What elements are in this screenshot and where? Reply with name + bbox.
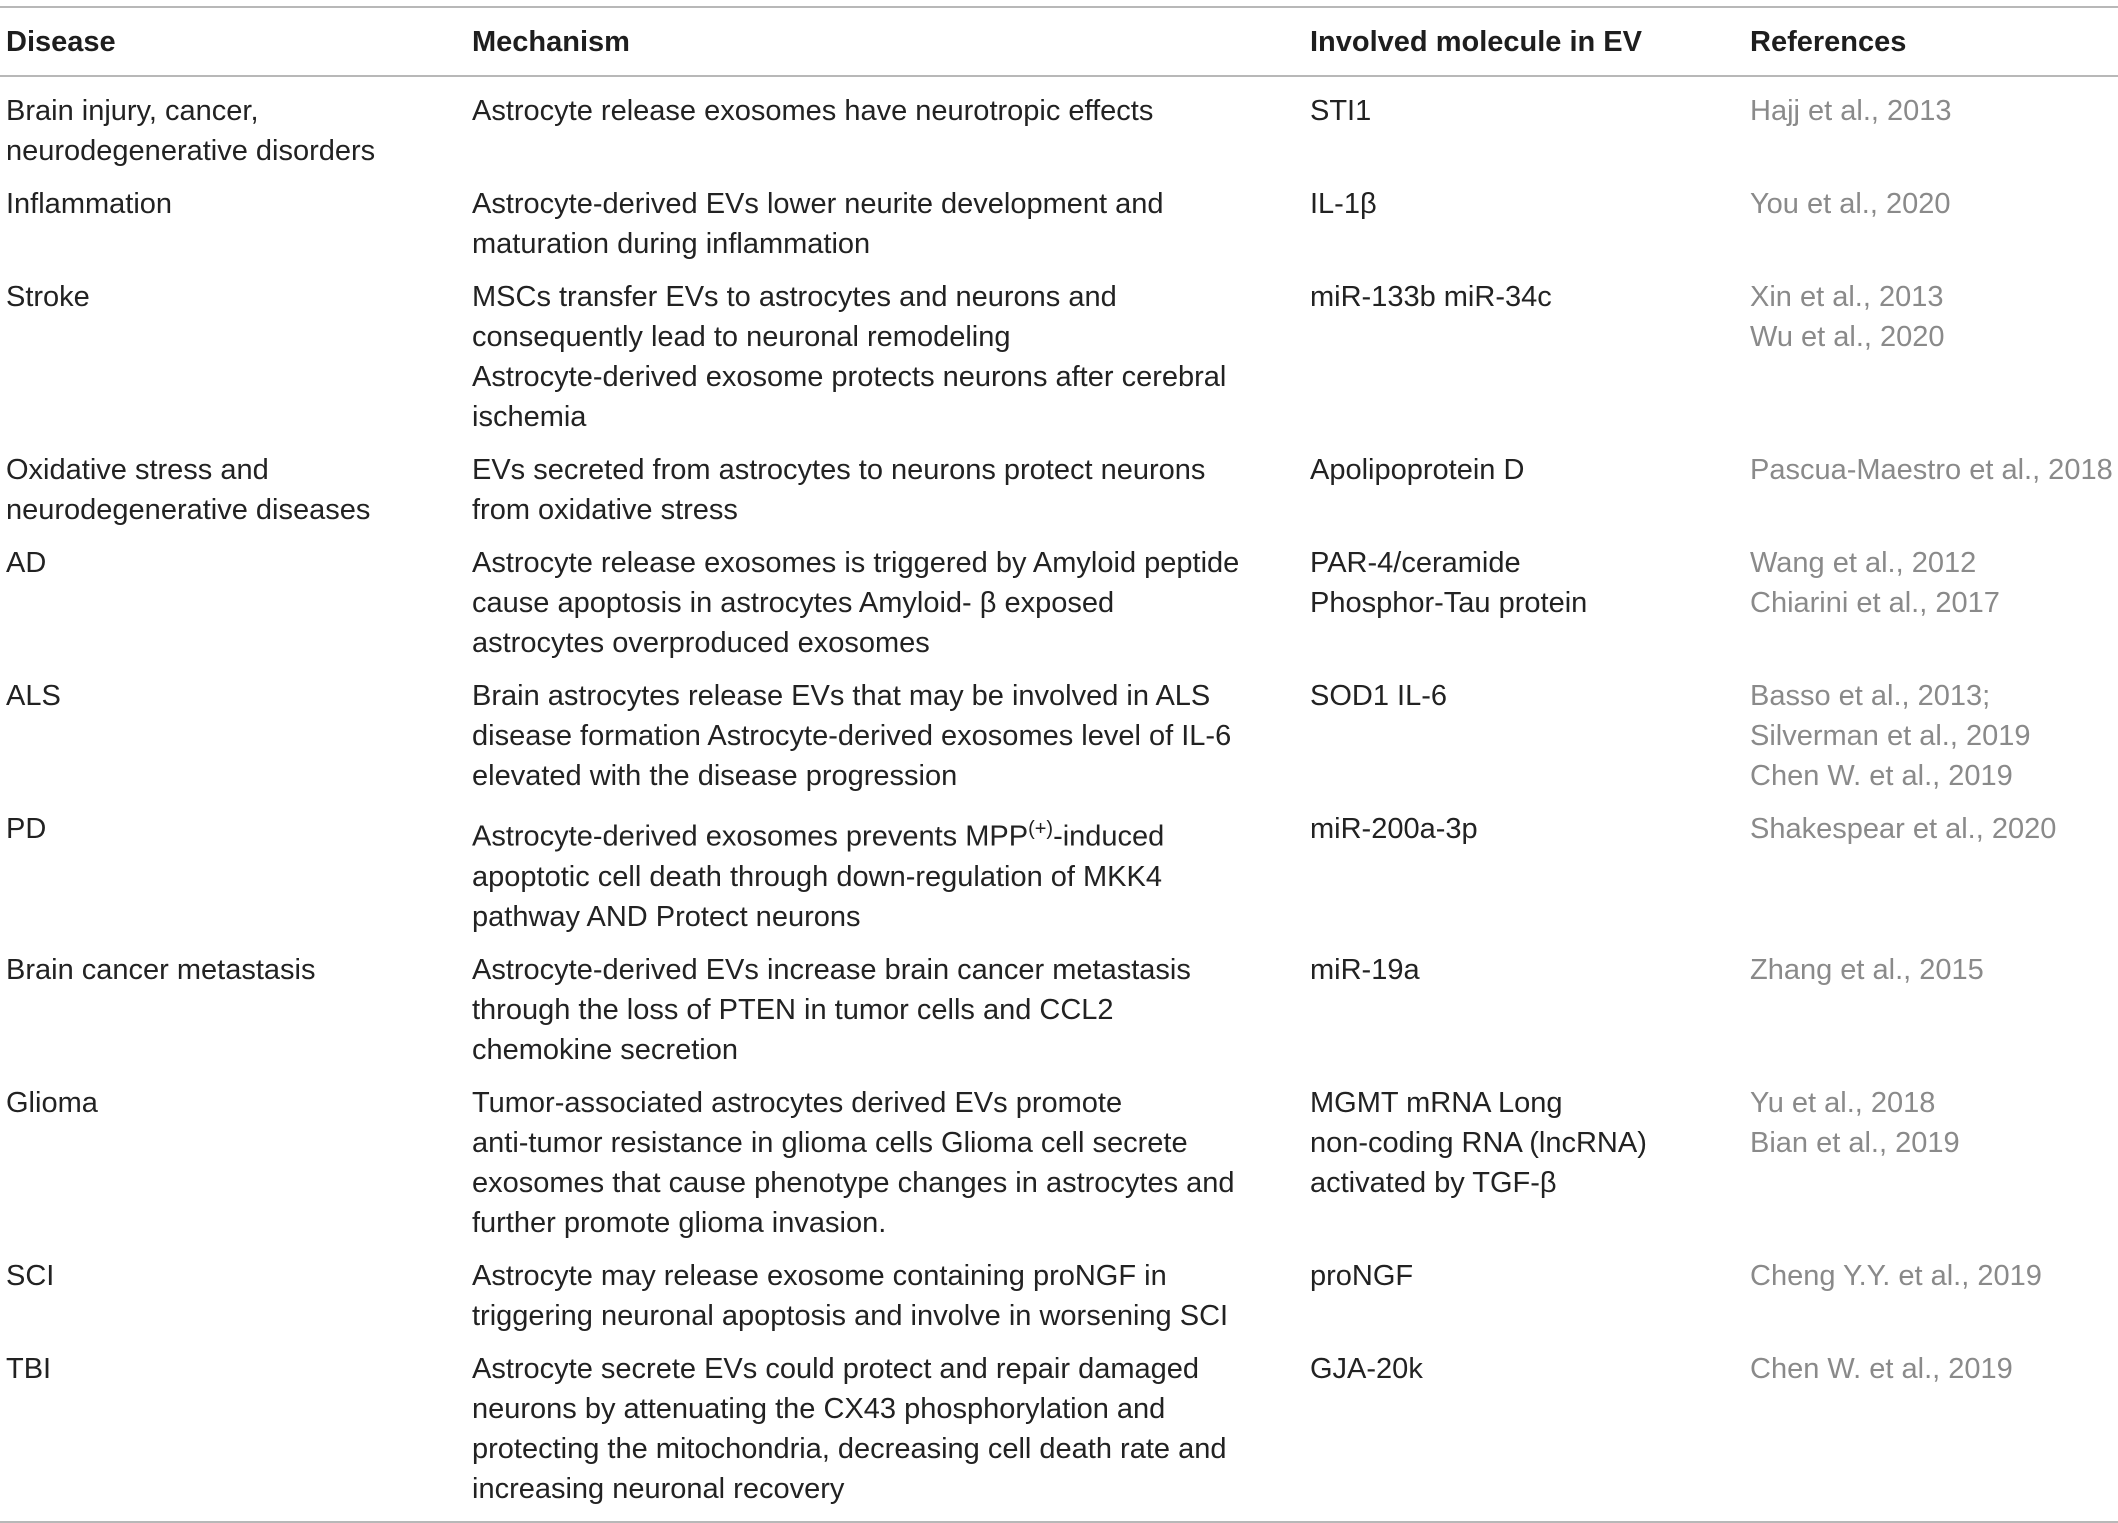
references-line: Bian et al., 2019 — [1750, 1126, 1960, 1159]
disease-mechanism-table — [0, 6, 2118, 1523]
mechanism-line: disease formation Astrocyte-derived exosomes level of IL-6 — [472, 720, 1232, 752]
molecule-line: non-coding RNA (lncRNA) — [1310, 1126, 1647, 1159]
mechanism-line: MSCs transfer EVs to astrocytes and neurons and — [472, 281, 1117, 313]
mechanism-line: exosomes that cause phenotype changes in astrocytes and — [472, 1166, 1235, 1199]
disease-line: SCI — [6, 1259, 55, 1292]
mechanism-line: consequently lead to neuronal remodeling — [472, 321, 1011, 353]
mechanism-line: triggering neuronal apoptosis and involve in worsening SCI — [472, 1299, 1229, 1332]
mechanism-line: Astrocyte release exosomes is triggered by Amyloid peptide — [472, 547, 1240, 579]
references-line: Shakespear et al., 2020 — [1750, 813, 2057, 845]
cell-mechanism — [466, 669, 1304, 802]
cell-involved-molecule — [1304, 1342, 1744, 1522]
mechanism-line: Astrocyte may release exosome containing proNGF in — [472, 1259, 1167, 1292]
references-line: Wang et al., 2012 — [1750, 547, 1977, 579]
table-row — [0, 802, 2118, 943]
molecule-line: SOD1 IL-6 — [1310, 680, 1447, 712]
mechanism-line: astrocytes overproduced exosomes — [472, 627, 930, 659]
mechanism-line: further promote glioma invasion. — [472, 1206, 887, 1239]
disease-line: neurodegenerative disorders — [6, 135, 376, 167]
cell-references — [1744, 270, 2118, 443]
table-row — [0, 669, 2118, 802]
cell-mechanism — [466, 536, 1304, 669]
cell-involved-molecule — [1304, 76, 1744, 177]
disease-line: Oxidative stress and — [6, 454, 269, 486]
references-line: Xin et al., 2013 — [1750, 281, 1944, 313]
mechanism-line: chemokine secretion — [472, 1033, 738, 1066]
cell-disease — [0, 270, 466, 443]
mechanism-line: ischemia — [472, 401, 587, 433]
molecule-line: Phosphor-Tau protein — [1310, 587, 1588, 619]
cell-involved-molecule — [1304, 270, 1744, 443]
table-body — [0, 76, 2118, 1522]
table-row — [0, 76, 2118, 177]
molecule-line: MGMT mRNA Long — [1310, 1086, 1563, 1119]
molecule-line: Apolipoprotein D — [1310, 454, 1525, 486]
cell-references — [1744, 443, 2118, 536]
mechanism-line: EVs secreted from astrocytes to neurons protect neurons — [472, 454, 1206, 486]
cell-disease — [0, 536, 466, 669]
mechanism-line: increasing neuronal recovery — [472, 1472, 845, 1505]
table-row — [0, 1076, 2118, 1249]
header-involved-molecule: Involved molecule in EV — [1310, 26, 1642, 58]
cell-disease — [0, 443, 466, 536]
disease-line: Brain injury, cancer, — [6, 95, 259, 127]
mechanism-line: maturation during inflammation — [472, 228, 871, 260]
cell-disease — [0, 177, 466, 270]
cell-mechanism — [466, 270, 1304, 443]
cell-involved-molecule — [1304, 536, 1744, 669]
cell-references — [1744, 1342, 2118, 1522]
mechanism-line — [472, 809, 1304, 857]
mechanism-line: elevated with the disease progression — [472, 760, 958, 792]
mechanism-line: through the loss of PTEN in tumor cells and CCL2 — [472, 993, 1114, 1026]
molecule-line: proNGF — [1310, 1259, 1414, 1292]
mechanism-line: pathway AND Protect neurons — [472, 900, 861, 933]
disease-line: ALS — [6, 680, 61, 712]
references-line: Basso et al., 2013; — [1750, 680, 1991, 712]
molecule-line: IL-1β — [1310, 188, 1377, 220]
mechanism-line: from oxidative stress — [472, 494, 738, 526]
molecule-line: GJA-20k — [1310, 1352, 1423, 1385]
cell-mechanism — [466, 76, 1304, 177]
cell-references — [1744, 76, 2118, 177]
mechanism-text-post: -induced — [1053, 820, 1165, 853]
cell-references — [1744, 536, 2118, 669]
molecule-line: miR-19a — [1310, 953, 1420, 986]
cell-references — [1744, 177, 2118, 270]
molecule-line: activated by TGF-β — [1310, 1166, 1557, 1199]
molecule-line: miR-200a-3p — [1310, 813, 1478, 845]
mechanism-line: cause apoptosis in astrocytes Amyloid- β exposed — [472, 587, 1115, 619]
cell-mechanism — [466, 443, 1304, 536]
header-row — [0, 7, 2118, 76]
cell-disease — [0, 669, 466, 802]
cell-disease — [0, 943, 466, 1076]
mechanism-line: Astrocyte-derived EVs lower neurite development and — [472, 188, 1164, 220]
cell-references — [1744, 1076, 2118, 1249]
cell-mechanism — [466, 1342, 1304, 1522]
cell-disease — [0, 1076, 466, 1249]
references-line: Pascua-Maestro et al., 2018 — [1750, 454, 2113, 486]
references-line: Chen W. et al., 2019 — [1750, 1352, 2013, 1385]
table-row — [0, 536, 2118, 669]
cell-involved-molecule — [1304, 802, 1744, 943]
cell-disease — [0, 1249, 466, 1342]
disease-mechanism-table-container — [0, 6, 2118, 1523]
mechanism-superscript: (+) — [1028, 818, 1054, 840]
cell-mechanism — [466, 802, 1304, 943]
cell-references — [1744, 943, 2118, 1076]
disease-line: TBI — [6, 1352, 52, 1385]
references-line: You et al., 2020 — [1750, 188, 1951, 220]
cell-references — [1744, 669, 2118, 802]
references-line: Wu et al., 2020 — [1750, 321, 1945, 353]
references-line: Cheng Y.Y. et al., 2019 — [1750, 1259, 2042, 1292]
cell-involved-molecule — [1304, 1076, 1744, 1249]
cell-mechanism — [466, 177, 1304, 270]
cell-involved-molecule — [1304, 1249, 1744, 1342]
table-row — [0, 1342, 2118, 1522]
header-references: References — [1750, 26, 1907, 58]
cell-involved-molecule — [1304, 177, 1744, 270]
cell-disease — [0, 76, 466, 177]
mechanism-line: Astrocyte-derived exosome protects neurons after cerebral — [472, 361, 1227, 393]
mechanism-text-pre: Astrocyte-derived exosomes prevents MPP — [472, 820, 1029, 853]
mechanism-line: Brain astrocytes release EVs that may be involved in ALS — [472, 680, 1211, 712]
disease-line: Glioma — [6, 1086, 98, 1119]
cell-mechanism — [466, 1076, 1304, 1249]
table-row — [0, 1249, 2118, 1342]
cell-mechanism — [466, 1249, 1304, 1342]
header-mechanism: Mechanism — [472, 26, 630, 58]
cell-mechanism — [466, 943, 1304, 1076]
cell-references — [1744, 802, 2118, 943]
mechanism-line: Astrocyte release exosomes have neurotropic effects — [472, 95, 1154, 127]
disease-line: Inflammation — [6, 188, 173, 220]
mechanism-line: Tumor-associated astrocytes derived EVs promote — [472, 1086, 1123, 1119]
references-line: Chiarini et al., 2017 — [1750, 587, 2000, 619]
header-disease: Disease — [6, 26, 116, 58]
disease-line: Brain cancer metastasis — [6, 953, 316, 986]
mechanism-line: Astrocyte-derived EVs increase brain cancer metastasis — [472, 953, 1191, 986]
disease-line: neurodegenerative diseases — [6, 494, 371, 526]
disease-line: AD — [6, 547, 47, 579]
references-line: Yu et al., 2018 — [1750, 1086, 1936, 1119]
molecule-line: PAR-4/ceramide — [1310, 547, 1521, 579]
mechanism-line: Astrocyte secrete EVs could protect and repair damaged — [472, 1352, 1199, 1385]
table-row — [0, 943, 2118, 1076]
cell-involved-molecule — [1304, 943, 1744, 1076]
disease-line: Stroke — [6, 281, 90, 313]
mechanism-line: anti-tumor resistance in glioma cells Glioma cell secrete — [472, 1126, 1188, 1159]
cell-disease — [0, 802, 466, 943]
molecule-line: STI1 — [1310, 95, 1372, 127]
mechanism-line: apoptotic cell death through down-regulation of MKK4 — [472, 860, 1162, 893]
cell-involved-molecule — [1304, 443, 1744, 536]
cell-involved-molecule — [1304, 669, 1744, 802]
cell-disease — [0, 1342, 466, 1522]
references-line: Hajj et al., 2013 — [1750, 95, 1952, 127]
mechanism-line: neurons by attenuating the CX43 phosphorylation and — [472, 1392, 1166, 1425]
table-row — [0, 177, 2118, 270]
cell-references — [1744, 1249, 2118, 1342]
references-line: Silverman et al., 2019 — [1750, 720, 2031, 752]
table-row — [0, 443, 2118, 536]
references-line: Chen W. et al., 2019 — [1750, 760, 2013, 792]
disease-line: PD — [6, 813, 47, 845]
molecule-line: miR-133b miR-34c — [1310, 281, 1552, 313]
table-row — [0, 270, 2118, 443]
mechanism-line: protecting the mitochondria, decreasing cell death rate and — [472, 1432, 1227, 1465]
table-header — [0, 7, 2118, 76]
references-line: Zhang et al., 2015 — [1750, 953, 1984, 986]
